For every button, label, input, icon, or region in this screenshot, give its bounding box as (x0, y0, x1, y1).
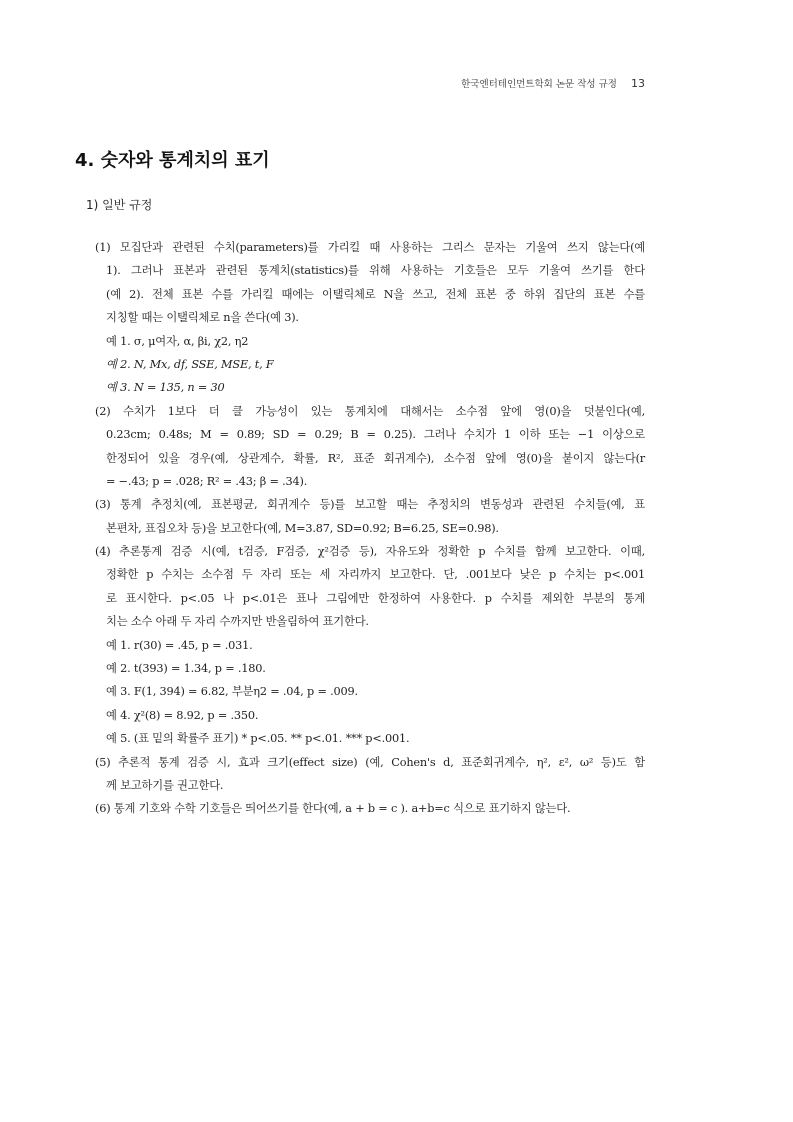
example-line: 예 5. (표 밑의 확률주 표기) * p<.05. ** p<.01. *** p<.001. (106, 732, 410, 746)
example-line: 예 3. F(1, 394) = 6.82, 부분η2 = .04, p = .009. (106, 685, 358, 699)
running-title: 한국엔터테인먼트학회 논문 작성 규정 (461, 79, 617, 90)
rule-line: 로 표시한다. p<.05 나 p<.01은 표나 그림에만 한정하여 사용한다. p 수치를 제외한 부분의 통계 (106, 591, 645, 605)
rule-line: 한정되어 있을 경우(예, 상관계수, 확률, R², 표준 회귀계수), 소수점 앞에 영(0)을 붙이지 않는다(r (106, 451, 645, 465)
rule-item-1 (95, 236, 645, 400)
rule-item-3 (95, 493, 645, 540)
example-line: 예 2. N, Mx, df, SSE, MSE, t, F (106, 357, 274, 371)
rule-item-5 (95, 751, 645, 798)
example-line: 예 1. σ, μ여자, α, βi, χ2, η2 (106, 334, 249, 348)
rules-list (95, 236, 645, 821)
rule-line: 치는 소수 아래 두 자리 수까지만 반올림하여 표기한다. (106, 615, 369, 629)
example-line: 예 1. r(30) = .45, p = .031. (106, 638, 253, 652)
rule-line: (2) 수치가 1보다 더 클 가능성이 있는 통계치에 대해서는 소수점 앞에 영(0)을 덧붙인다(예, (95, 404, 645, 418)
page-number: 13 (631, 77, 645, 90)
rule-line: 0.23cm; 0.48s; M = 0.89; SD = 0.29; B = 0.25). 그러나 수치가 1 이하 또는 −1 이상으로 (106, 428, 645, 442)
rule-line: 1). 그러나 표본과 관련된 통계치(statistics)를 위해 사용하는 기호들은 모두 기울여 쓰기를 한다 (106, 264, 645, 278)
rule-line: (4) 추론통계 검증 시(예, t검증, F검증, χ²검증 등), 자유도와 정확한 p 수치를 함께 보고한다. 이때, (95, 545, 645, 559)
rule-line: 본편차, 표집오차 등)을 보고한다(예, M=3.87, SD=0.92; B=6.25, SE=0.98). (106, 521, 499, 535)
example-line: 예 3. N = 135, n = 30 (106, 381, 225, 395)
rule-line: (3) 통계 추정치(예, 표본평균, 회귀계수 등)를 보고할 때는 추정치의 변동성과 관련된 수치들(예, 표 (95, 498, 645, 512)
rule-item-4 (95, 540, 645, 751)
rule-line: (6) 통계 기호와 수학 기호들은 띄어쓰기를 한다(예, a + b = c ). a+b=c 식으로 표기하지 않는다. (95, 802, 571, 816)
section-title: 4. 숫자와 통계치의 표기 (75, 150, 270, 171)
rule-line: 지칭할 때는 이탤릭체로 n을 쓴다(예 3). (106, 311, 299, 325)
rule-item-6 (95, 797, 645, 820)
rule-line: 정확한 p 수치는 소수점 두 자리 또는 세 자리까지 보고한다. 단, .001보다 낮은 p 수치는 p<.001 (106, 568, 645, 582)
rule-line: 께 보고하기를 권고한다. (106, 778, 224, 792)
example-line: 예 2. t(393) = 1.34, p = .180. (106, 662, 266, 676)
rule-line: = −.43; p = .028; R² = .43; β = .34). (106, 474, 308, 488)
rule-line: (1) 모집단과 관련된 수치(parameters)를 가리킬 때 사용하는 그리스 문자는 기울여 쓰지 않는다(예 (95, 241, 645, 254)
subsection-title: 1) 일반 규정 (86, 198, 153, 212)
rule-item-2 (95, 400, 645, 494)
running-header (461, 76, 645, 90)
rule-line: (5) 추론적 통계 검증 시, 효과 크기(effect size) (예, Cohen's d, 표준회귀계수, η², ε², ω² 등)도 함 (95, 755, 645, 769)
example-line: 예 4. χ²(8) = 8.92, p = .350. (106, 708, 259, 722)
rule-line: (예 2). 전체 표본 수를 가리킬 때에는 이탤릭체로 N을 쓰고, 전체 표본 중 하위 집단의 표본 수를 (106, 287, 645, 301)
